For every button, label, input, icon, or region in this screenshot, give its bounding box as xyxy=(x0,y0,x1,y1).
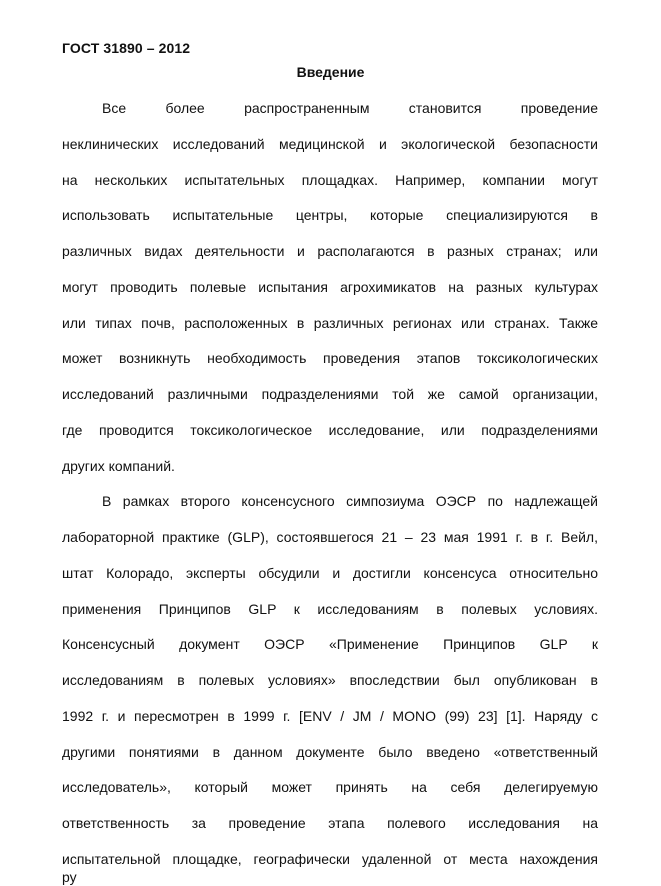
text-line: исследований различными подразделениями той же самой организации, xyxy=(62,386,598,402)
text-line: использовать испытательные центры, которые специализируются в xyxy=(62,207,598,223)
text-line: исследователь», который может принять на себя делегируемую xyxy=(62,779,598,795)
text-line: ответственность за проведение этапа полевого исследования на xyxy=(62,815,598,831)
text-line: неклинических исследований медицинской и экологической безопасности xyxy=(62,136,598,152)
text-line: лабораторной практике (GLP), состоявшегося 21 – 23 мая 1991 г. в г. Вейл, xyxy=(62,529,598,545)
text-line: различных видах деятельности и располагаются в разных странах; или xyxy=(62,243,598,259)
section-title: Введение xyxy=(296,64,365,80)
text-line: В рамках второго консенсусного симпозиума ОЭСР по надлежащей xyxy=(102,493,598,509)
text-line: испытательной площадке, географически удаленной от места нахождения xyxy=(62,851,598,867)
standard-code: ГОСТ 31890 – 2012 xyxy=(62,40,191,56)
text-line: могут проводить полевые испытания агрохимикатов на разных культурах xyxy=(62,279,598,295)
text-line: или типах почв, расположенных в различных регионах или странах. Также xyxy=(62,315,598,331)
text-line: применения Принципов GLP к исследованиям в полевых условиях. xyxy=(62,601,598,617)
text-line: Все более распространенным становится проведение xyxy=(102,100,598,116)
text-line: на нескольких испытательных площадках. Например, компании могут xyxy=(62,172,598,188)
text-line: Консенсусный документ ОЭСР «Применение Принципов GLP к xyxy=(62,636,598,652)
text-line: другими понятиями в данном документе было введено «ответственный xyxy=(62,744,598,760)
text-line: может возникнуть необходимость проведения этапов токсикологических xyxy=(62,350,598,366)
text-line-cut: ру xyxy=(62,869,77,885)
text-line: штат Колорадо, эксперты обсудили и достигли консенсуса относительно xyxy=(62,565,598,581)
text-line: где проводится токсикологическое исследование, или подразделениями xyxy=(62,422,598,438)
text-line: 1992 г. и пересмотрен в 1999 г. [ENV / JM / MONO (99) 23] [1]. Наряду с xyxy=(62,708,598,724)
text-line: других компаний. xyxy=(62,458,175,474)
text-line: исследованиям в полевых условиях» впоследствии был опубликован в xyxy=(62,672,598,688)
